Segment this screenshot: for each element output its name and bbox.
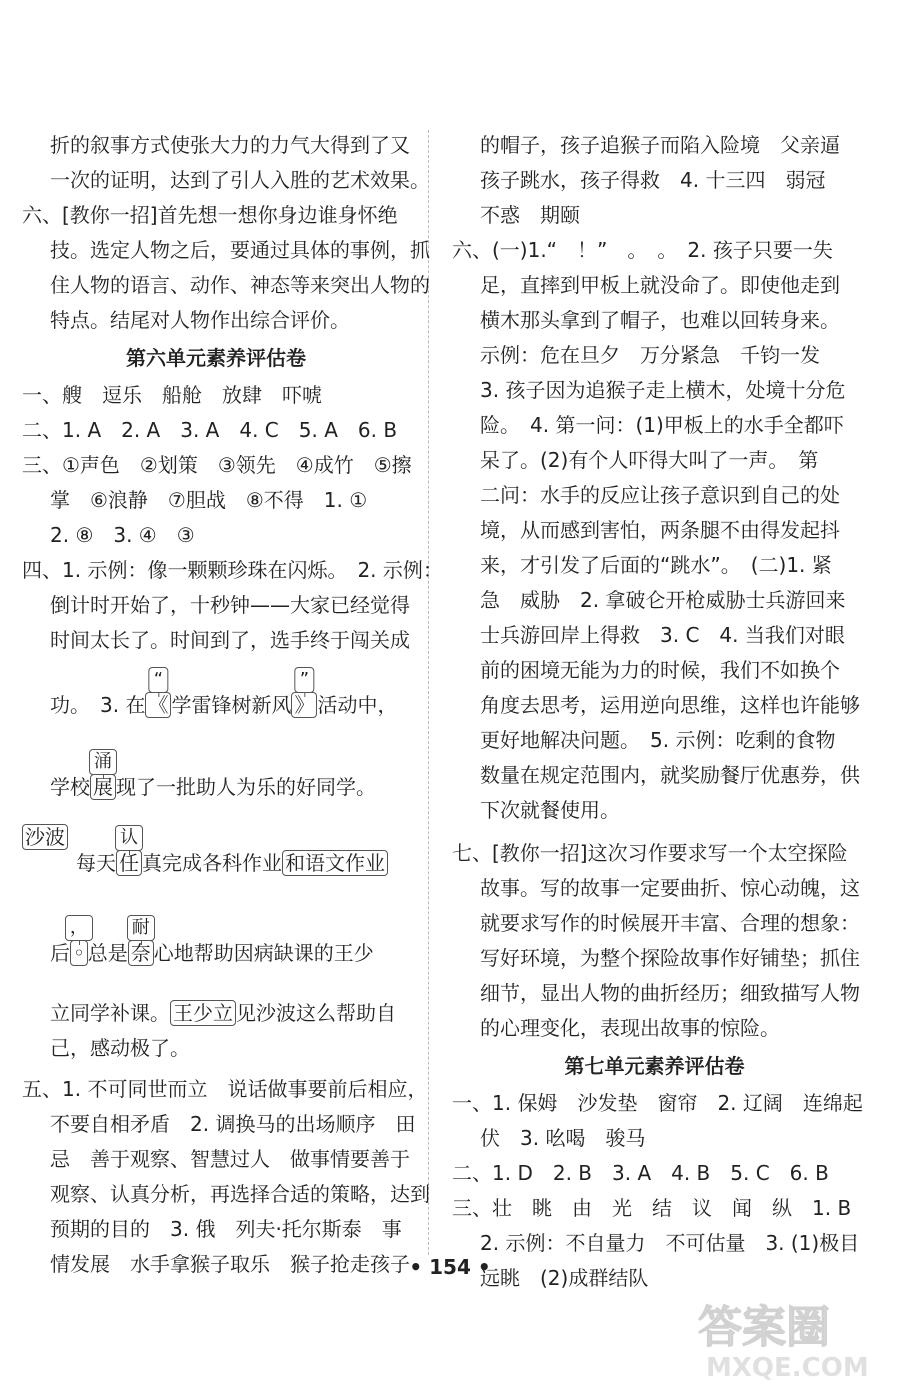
right-column (452, 128, 863, 1296)
section-six-heading-line (22, 198, 410, 233)
watermark-text: 答案圈 (698, 1302, 830, 1353)
answer-line: 来，才引发了后面的“跳水”。 (二)1. 紧 (480, 553, 832, 577)
unit7-title: 第七单元素养评估卷 (564, 1054, 745, 1078)
correction-line (22, 822, 410, 898)
answer-line: 倒计时开始了，十秒钟——大家已经觉得 (50, 593, 410, 617)
answer-line: 三、①声色 ②划策 ③领先 ④成竹 ⑤擦 (22, 453, 412, 477)
answer-line: 故事。写的故事一定要曲折、惊心动魄，这 (480, 876, 860, 900)
inserted-name: 王少立 (170, 1000, 236, 1026)
answer-line: 横木那头拿到了帽子，也难以回转身来。 (480, 308, 840, 332)
answer-line: 的心理变化，表现出故事的惊险。 (480, 1016, 780, 1040)
answer-line: 2. ⑧ 3. ④ ③ (50, 523, 195, 547)
correction-fix: “ (149, 667, 168, 693)
text-fragment: 现了一批助人为乐的好同学。 (116, 775, 376, 799)
text-fragment: 心地帮助因病缺课的王少 (153, 941, 374, 965)
correction-mark (291, 669, 317, 723)
corrected-punct: ◦ (70, 940, 88, 966)
correction-line (22, 898, 410, 988)
answer-line: 远眺 (2)成群结队 (480, 1266, 649, 1290)
answer-line: 3. 孩子因为追猴子走上横木，处境十分危 (480, 378, 846, 402)
answer-line: 险。 4. 第一问：(1)甲板上的水手全都吓 (480, 413, 844, 437)
correction-mark (116, 827, 142, 881)
answer-line: 角度去思考，运用逆向思维，这样也许能够 (480, 693, 860, 717)
answer-line: 五、1. 不可同世而立 说话做事要前后相应， (22, 1077, 428, 1101)
text-line: 一次的证明，达到了引人入胜的艺术效果。 (50, 168, 430, 192)
answer-line: 足，直摔到甲板上就没命了。即使他走到 (480, 273, 840, 297)
text-fragment: 后 (50, 941, 70, 965)
answer-line: 六、(一)1.“ ！” 。 。 2. 孩子只要一失 (452, 238, 833, 262)
answer-line: 掌 ⑥浪静 ⑦胆战 ⑧不得 1. ① (50, 488, 368, 512)
text-fragment: 总是 (87, 941, 128, 965)
correction-fix: 耐 (127, 915, 155, 941)
answer-line: 的帽子，孩子追猴子而陷入险境 父亲逼 (480, 133, 840, 157)
corrected-char: 奈 (128, 940, 154, 966)
correction-line (22, 988, 410, 1031)
corrected-char: 展 (90, 774, 116, 800)
correction-mark (90, 751, 116, 805)
watermark-url: MXQE.COM (706, 1353, 869, 1382)
answer-line: 更好地解决问题。 5. 示例：吃剩的食物 (480, 728, 836, 752)
text-fragment: 真完成各科作业 (142, 851, 282, 875)
answer-line: 不要自相矛盾 2. 调换马的出场顺序 田 (50, 1112, 416, 1136)
text-fragment: 立同学补课。 (50, 1001, 170, 1025)
correction-fix: ” (295, 667, 314, 693)
answer-line: 2. 示例：不自量力 不可估量 3. (1)极目 (480, 1231, 860, 1255)
correction-mark (128, 917, 154, 971)
answer-line: 三、壮 眺 由 光 结 议 闻 纵 1. B (452, 1196, 852, 1220)
answer-line: 示例：危在旦夕 万分紧急 千钧一发 (480, 343, 820, 367)
answer-line: 情发展 水手拿猴子取乐 猴子抢走孩子 (50, 1252, 410, 1276)
text-fragment: 功。 3. 在 (50, 693, 146, 717)
page-number: • 154 • (409, 1255, 491, 1279)
answer-line: 一、艘 逗乐 船舱 放肆 吓唬 (22, 383, 322, 407)
watermark-logo-icon (692, 1290, 882, 1382)
answer-line: 观察、认真分析，再选择合适的策略，达到 (50, 1182, 430, 1206)
text-line: 折的叙事方式使张大力的力气大得到了又 (50, 133, 410, 157)
answer-line: 时间太长了。时间到了，选手终于闯关成 (50, 628, 410, 652)
answer-line: 前的困境无能为力的时候，我们不如换个 (480, 658, 840, 682)
answer-line: 境，从而感到害怕，两条腿不由得发起抖 (480, 518, 840, 542)
moved-name: 沙波 (22, 824, 68, 850)
answer-line: 二问：水手的反应让孩子意识到自己的处 (480, 483, 840, 507)
answer-line: 不惑 期颐 (480, 203, 580, 227)
tip-label: [教你一招] (62, 203, 158, 227)
answer-line: 己，感动极了。 (50, 1036, 190, 1060)
text-fragment: 每天 (76, 851, 116, 875)
answer-line: 二、1. A 2. A 3. A 4. C 5. A 6. B (22, 418, 398, 442)
deleted-phrase: 和语文作业 (282, 850, 388, 876)
answer-line: 七、[教你一招]这次习作要求写一个太空探险 (452, 841, 848, 865)
text-fragment: 见沙波这么帮助自 (236, 1001, 396, 1025)
section-label: 六、 (22, 203, 62, 227)
answer-line: 写好环境，为整个探险故事作好铺垫；抓住 (480, 946, 860, 970)
answer-line: 孩子跳水，孩子得救 4. 十三四 弱冠 (480, 168, 826, 192)
answer-line: 细节，显出人物的曲折经历；细致描写人物 (480, 981, 860, 1005)
answer-line: 就要求写作的时候展开丰富、合理的想象： (480, 911, 860, 935)
correction-fix: 涌 (89, 749, 117, 775)
correction-line (22, 658, 410, 740)
text-line: 首先想一想你身边谁身怀绝 (157, 203, 398, 227)
text-fragment: 活动中， (317, 693, 398, 717)
answer-line: 伏 3. 吆喝 骏马 (480, 1126, 646, 1150)
left-column (22, 128, 443, 1282)
corrected-char: 《 (145, 692, 171, 718)
text-line: 特点。结尾对人物作出综合评价。 (50, 308, 350, 332)
answer-line: 数量在规定范围内，就奖励餐厅优惠券，供 (480, 763, 860, 787)
correction-mark (145, 669, 171, 723)
text-line: 住人物的语言、动作、神态等来突出人物的 (50, 273, 430, 297)
corrected-char: 任 (116, 850, 142, 876)
text-fragment: 学校 (50, 775, 90, 799)
correction-fix: 认 (115, 825, 143, 851)
answer-line: 四、1. 示例：像一颗颗珍珠在闪烁。 2. 示例： (22, 558, 443, 582)
text-fragment: 学雷锋树新风 (171, 693, 292, 717)
correction-fix: ， (65, 915, 93, 941)
answer-line: 士兵游回岸上得救 3. C 4. 当我们对眼 (480, 623, 845, 647)
answer-line: 下次就餐使用。 (480, 798, 620, 822)
corrected-char: 》 (291, 692, 317, 718)
correction-line (22, 740, 410, 822)
answer-line: 二、1. D 2. B 3. A 4. B 5. C 6. B (452, 1161, 829, 1185)
answer-line: 一、1. 保姆 沙发垫 窗帘 2. 辽阔 连绵起 (452, 1091, 863, 1115)
text-line: 技。选定人物之后，要通过具体的事例，抓 (50, 238, 430, 262)
answer-line: 呆了。(2)有个人吓得大叫了一声。 第 (480, 448, 819, 472)
correction-mark (69, 917, 88, 971)
answer-line: 忌 善于观察、智慧过人 做事情要善于 (50, 1147, 410, 1171)
answer-line: 急 威胁 2. 拿破仑开枪威胁士兵游回来 (480, 588, 846, 612)
answer-line: 预期的目的 3. 俄 列夫·托尔斯泰 事 (50, 1217, 402, 1241)
unit6-title: 第六单元素养评估卷 (126, 346, 306, 370)
